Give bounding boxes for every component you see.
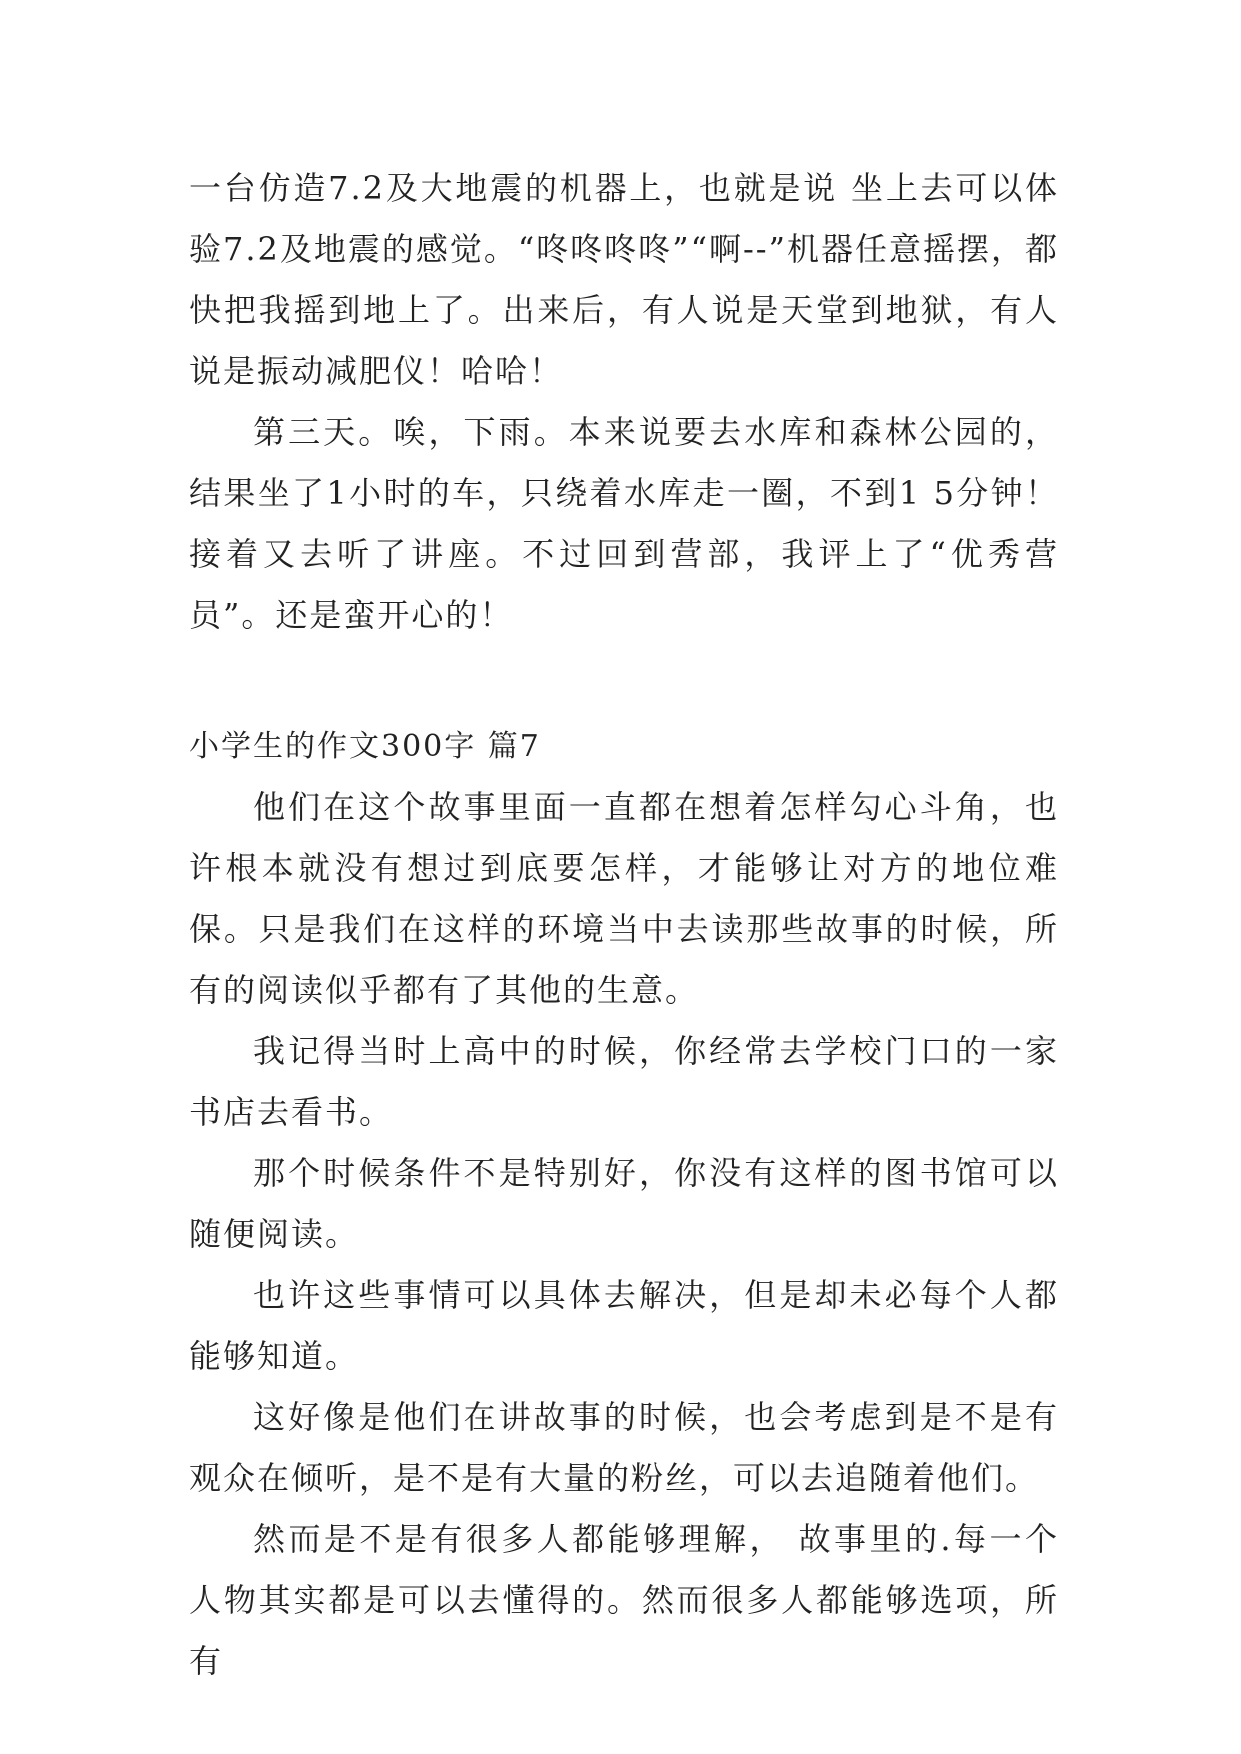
document-body — [189, 158, 1059, 1692]
section-paragraph: 然而是不是有很多人都能够理解， 故事里的.每一个人物其实都是可以去懂得的。然而很多人都能够选项，所有 — [189, 1520, 1059, 1680]
section-paragraph: 那个时候条件不是特别好，你没有这样的图书馆可以随便阅读。 — [189, 1154, 1059, 1253]
section-title: 小学生的作文300字 篇7 — [189, 729, 541, 764]
section-paragraph: 这好像是他们在讲故事的时候，也会考虑到是不是有观众在倾听，是不是有大量的粉丝，可以去追随着他们。 — [189, 1398, 1059, 1497]
day-three-paragraph: 第三天。唉，下雨。本来说要去水库和森林公园的，结果坐了1小时的车，只绕着水库走一圈，不到1 5分钟！接着又去听了讲座。不过回到营部，我评上了“优秀营员”。还是蛮开心的！ — [189, 413, 1059, 634]
continuation-paragraph: 一台仿造7.2及大地震的机器上，也就是说 坐上去可以体验7.2及地震的感觉。“咚咚咚咚”“啊--”机器任意摇摆，都快把我摇到地上了。出来后，有人说是天堂到地狱，有人说是振动减肥仪！哈哈！ — [189, 169, 1059, 390]
section-spacer — [189, 646, 1059, 716]
section-paragraph: 我记得当时上高中的时候，你经常去学校门口的一家书店去看书。 — [189, 1032, 1059, 1131]
section-paragraph: 他们在这个故事里面一直都在想着怎样勾心斗角，也许根本就没有想过到底要怎样，才能够让对方的地位难保。只是我们在这样的环境当中去读那些故事的时候，所有的阅读似乎都有了其他的生意。 — [189, 788, 1059, 1009]
section-paragraph: 也许这些事情可以具体去解决，但是却未必每个人都能够知道。 — [189, 1276, 1059, 1375]
